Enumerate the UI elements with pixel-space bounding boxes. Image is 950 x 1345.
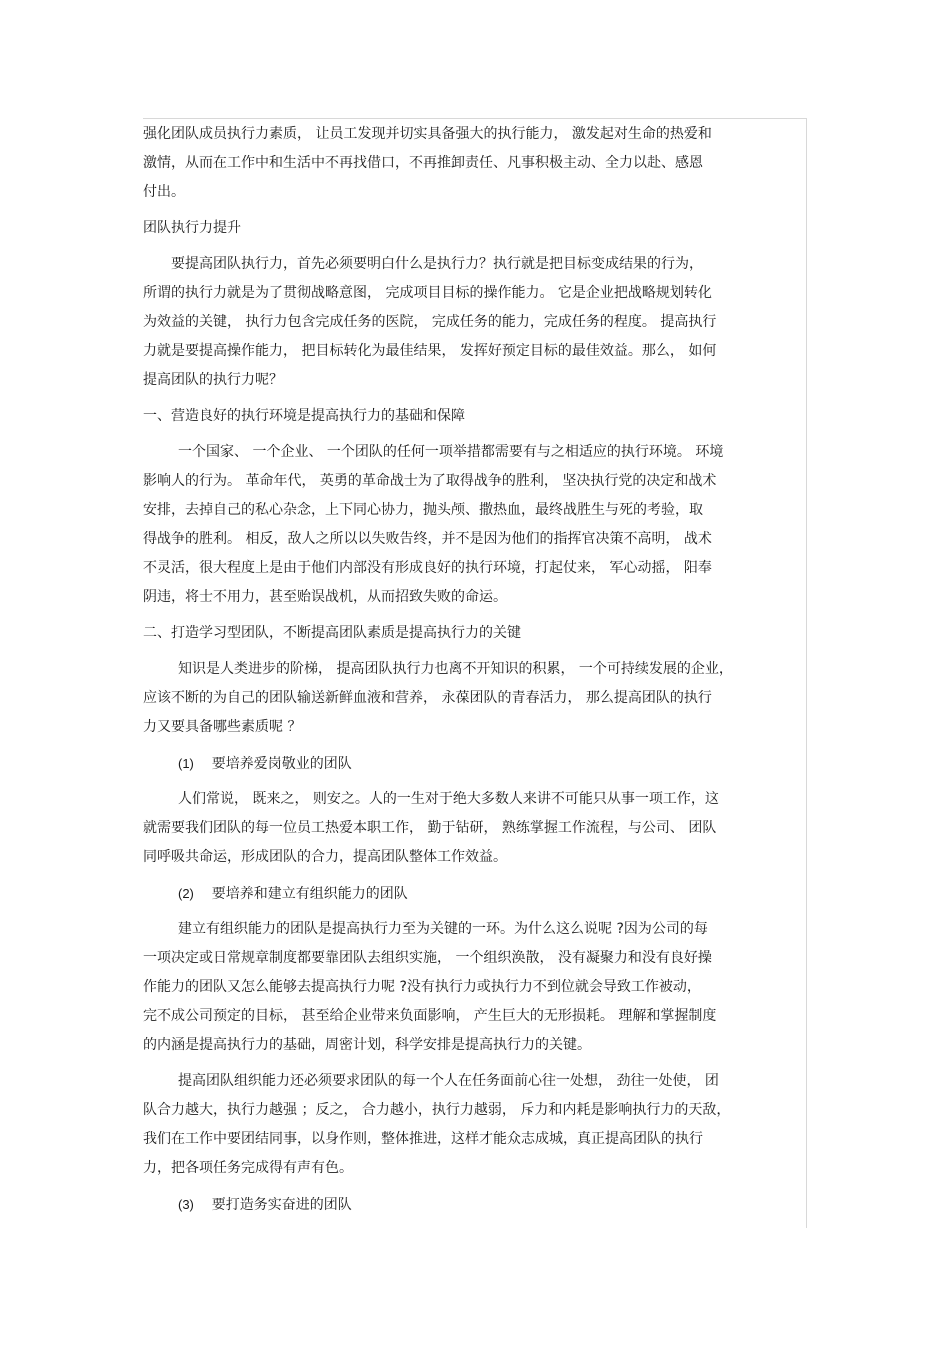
text-line: 提高团队的执行力呢？	[143, 372, 283, 388]
text-line: 建立有组织能力的团队是提高执行力至为关键的一环。为什么这么说呢 ?因为公司的每	[178, 921, 708, 937]
subheading-2	[143, 879, 807, 908]
section-heading-2: 二、打造学习型团队，不断提高团队素质是提高执行力的关键	[143, 625, 521, 641]
text-line: 同呼吸共命运，形成团队的合力，提高团队整体工作效益。	[143, 849, 507, 865]
text-line: 阴违，将士不用力，甚至贻误战机，从而招致失败的命运。	[143, 589, 507, 605]
text-line: 强化团队成员执行力素质， 让员工发现并切实具备强大的执行能力， 激发起对生命的热爱和	[143, 126, 712, 142]
document-body	[143, 120, 807, 1219]
subheading-text: 要打造务实奋进的团队	[211, 1197, 352, 1213]
text-line: 为效益的关键， 执行力包含完成任务的医院， 完成任务的能力，完成任务的程度。 提高执行	[143, 314, 717, 330]
paragraph-definition	[143, 250, 807, 395]
text-line: 安排，去掉自己的私心杂念，上下同心协力，抛头颅、撒热血，最终战胜生与死的考验，取	[143, 502, 703, 518]
text-line: 力又要具备哪些素质呢 ？	[143, 719, 302, 735]
text-line: 一项决定或日常规章制度都要靠团队去组织实施， 一个组织涣散， 没有凝聚力和没有良好操	[143, 950, 712, 966]
text-line: 知识是人类进步的阶梯， 提高团队执行力也离不开知识的积累， 一个可持续发展的企业，	[178, 661, 733, 677]
text-line: 就需要我们团队的每一位员工热爱本职工作， 勤于钻研， 熟练掌握工作流程，与公司、 团队	[143, 820, 717, 836]
paragraph-dedication	[143, 785, 807, 872]
subheading-number: (2)	[178, 886, 194, 901]
subheading-1	[143, 749, 807, 778]
text-line: 作能力的团队又怎么能够去提高执行力呢 ?没有执行力或执行力不到位就会导致工作被动，	[143, 979, 701, 995]
text-line: 要提高团队执行力，首先必须要明白什么是执行力？执行就是把目标变成结果的行为，	[171, 256, 703, 272]
subheading-text: 要培养爱岗敬业的团队	[211, 756, 352, 772]
paragraph-environment	[143, 438, 807, 612]
text-line: 的内涵是提高执行力的基础，周密计划，科学安排是提高执行力的关键。	[143, 1037, 591, 1053]
text-line: 我们在工作中要团结同事，以身作则，整体推进，这样才能众志成城，真正提高团队的执行	[143, 1131, 703, 1147]
text-line: 队合力越大，执行力越强 ；反之， 合力越小，执行力越弱， 斥力和内耗是影响执行力的天敌，	[143, 1102, 731, 1118]
text-line: 提高团队组织能力还必须要求团队的每一个人在任务面前心往一处想， 劲往一处使， 团	[178, 1073, 719, 1089]
text-line: 影响人的行为。 革命年代， 英勇的革命战士为了取得战争的胜利， 坚决执行党的决定和战术	[143, 473, 717, 489]
paragraph-intro	[143, 120, 807, 207]
subheading-3	[143, 1190, 807, 1219]
text-line: 力就是要提高操作能力， 把目标转化为最佳结果， 发挥好预定目标的最佳效益。那么， 如何	[143, 343, 717, 359]
section-heading-1: 一、营造良好的执行环境是提高执行力的基础和保障	[143, 408, 465, 424]
paragraph-learning	[143, 655, 807, 742]
section-heading: 团队执行力提升	[143, 220, 241, 236]
paragraph-unity	[143, 1067, 807, 1183]
text-line: 得战争的胜利。 相反，敌人之所以以失败告终，并不是因为他们的指挥官决策不高明， 战术	[143, 531, 712, 547]
subheading-number: (3)	[178, 1197, 194, 1212]
text-line: 所谓的执行力就是为了贯彻战略意图， 完成项目目标的操作能力。 它是企业把战略规划转化	[143, 285, 712, 301]
text-line: 应该不断的为自己的团队输送新鲜血液和营养， 永葆团队的青春活力， 那么提高团队的执行	[143, 690, 712, 706]
text-line: 一个国家、 一个企业、 一个团队的任何一项举措都需要有与之相适应的执行环境。 环境	[178, 444, 724, 460]
text-line: 力，把各项任务完成得有声有色。	[143, 1160, 353, 1176]
text-line: 不灵活，很大程度上是由于他们内部没有形成良好的执行环境，打起仗来， 军心动摇， 阳奉	[143, 560, 712, 576]
paragraph-organization	[143, 915, 807, 1060]
subheading-number: (1)	[178, 756, 194, 771]
text-line: 付出。	[143, 184, 185, 200]
text-line: 人们常说， 既来之， 则安之。人的一生对于绝大多数人来讲不可能只从事一项工作，这	[178, 791, 719, 807]
subheading-text: 要培养和建立有组织能力的团队	[211, 886, 408, 902]
text-line: 激情，从而在工作中和生活中不再找借口，不再推卸责任、凡事积极主动、全力以赴、感恩	[143, 155, 703, 171]
text-line: 完不成公司预定的目标， 甚至给企业带来负面影响， 产生巨大的无形损耗。 理解和掌握制度	[143, 1008, 717, 1024]
